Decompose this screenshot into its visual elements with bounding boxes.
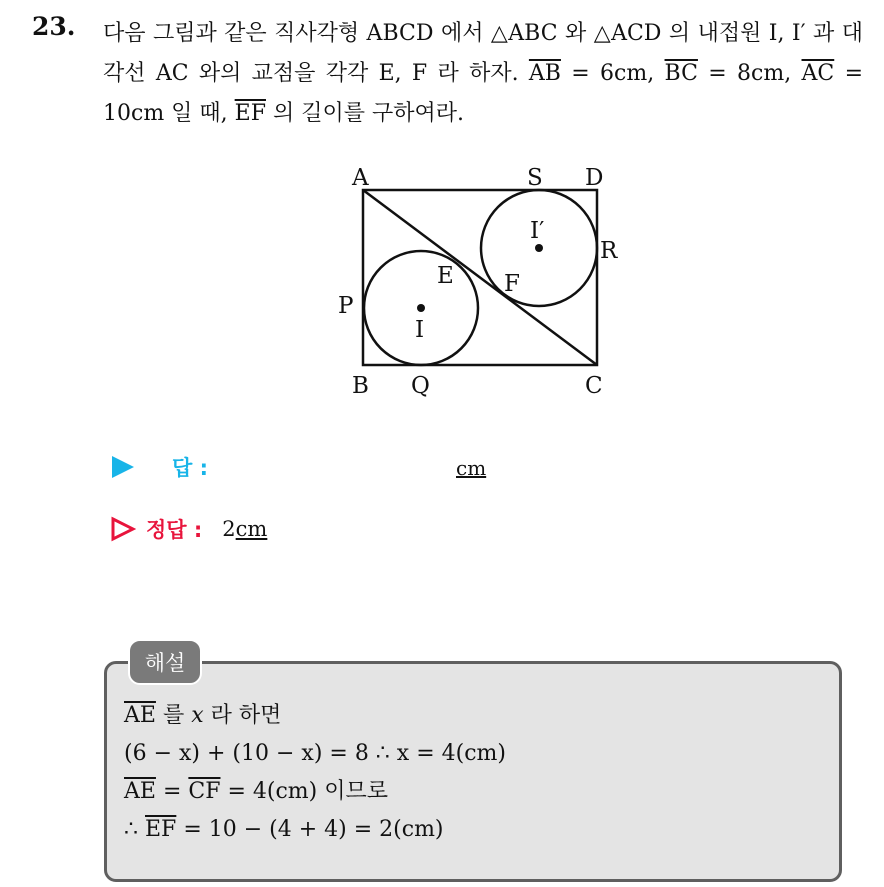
therefore-symbol: ∴ [124,817,145,842]
segment-ef: $\overline{EF}$ [145,817,177,842]
correct-value-unit: cm [235,517,268,541]
answer-row [110,452,208,482]
question-text-part: = 10cm 일 때, [103,61,863,126]
geometry-figure [320,155,640,405]
label-c: C [585,373,603,399]
label-i-prime: I′ [530,218,545,244]
segment-cf: $\overline{CF}$ [188,779,221,804]
outline-triangle-icon [110,516,136,542]
correct-answer-value [222,517,267,541]
segment-ac: $\overline{AC}$ [801,61,835,86]
correct-answer-row [110,514,267,544]
answer-unit: cm [456,456,487,480]
correct-value-number: 2 [222,517,236,541]
label-p: P [338,293,354,319]
question-text-part: = 8cm, [697,61,802,86]
label-b: B [352,373,369,399]
question-text-part: = 6cm, [560,61,665,86]
explanation-text: = [155,779,189,804]
label-s: S [527,165,543,191]
question-text [103,14,863,134]
segment-ae: $\overline{AE}$ [124,779,156,804]
explanation-line-3 [124,773,506,811]
explanation-content [124,697,506,849]
correct-answer-label: 정답 : [146,518,203,542]
explanation-text: = 10 − (4 + 4) = 2(cm) [176,817,444,842]
explanation-line-2: (6 − x) + (10 − x) = 8 ∴ x = 4(cm) [124,741,506,766]
explanation-line-4 [124,811,506,849]
label-r: R [600,238,618,264]
label-q: Q [411,373,430,399]
label-e: E [437,263,454,289]
label-i: I [415,317,425,343]
center-i [417,304,425,312]
answer-label: 답 : [172,456,208,480]
play-triangle-icon [110,454,136,480]
question-number: 23. [32,12,76,41]
explanation-text: 라 하면 [203,703,282,728]
explanation-text: 를 [155,703,192,728]
segment-ef: $\overline{EF}$ [234,101,266,126]
segment-bc: $\overline{BC}$ [664,61,698,86]
variable-x: x [191,703,204,728]
label-d: D [585,165,604,191]
explanation-tag: 해설 [128,639,202,685]
segment-ab: $\overline{AB}$ [528,61,561,86]
explanation-text: = 4(cm) 이므로 [220,779,388,804]
question-text-part: 의 길이를 구하여라. [265,101,464,126]
label-f: F [504,271,520,297]
center-i-prime [535,244,543,252]
explanation-line-1 [124,697,506,735]
diagonal-ac [363,190,597,365]
segment-ae: $\overline{AE}$ [124,703,156,728]
question-text-part: 다음 그림과 같은 직사각형 ABCD 에서 △ABC 와 △ACD 의 내접원 I, I′ 과 대각선 AC 와의 교점을 각각 E, F 라 하자. [103,21,863,86]
label-a: A [352,165,369,191]
